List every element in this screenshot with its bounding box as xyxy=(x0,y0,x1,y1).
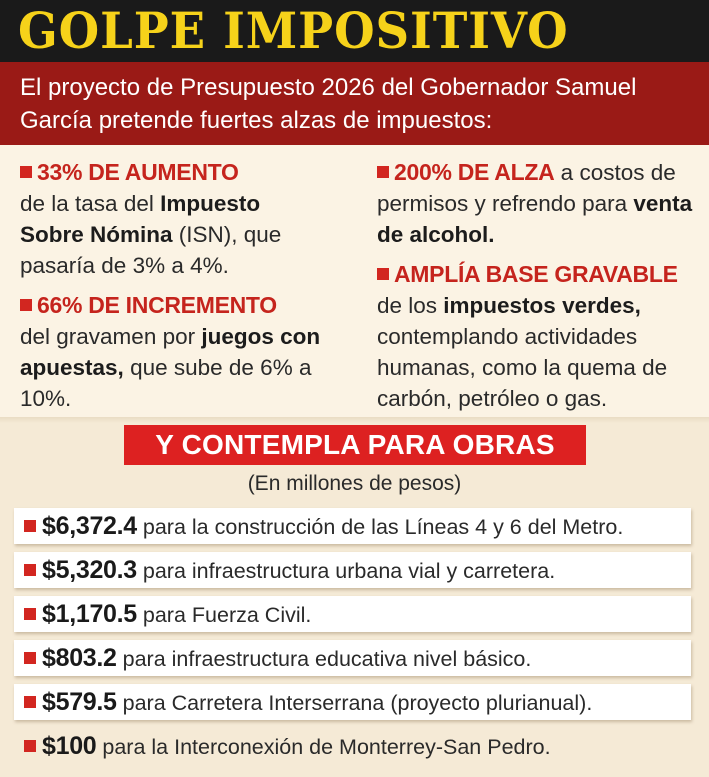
page-title: GOLPE IMPOSITIVO xyxy=(18,1,569,60)
square-bullet-icon xyxy=(20,299,32,311)
obra-text: para la construcción de las Líneas 4 y 6 del Metro. xyxy=(136,515,624,539)
obra-item xyxy=(14,640,691,676)
fact-highlight: 33% DE AUMENTO xyxy=(37,159,239,185)
obra-item xyxy=(14,596,691,632)
obra-text: para Fuerza Civil. xyxy=(136,603,312,627)
fact-bold: Impuesto Sobre Nómina xyxy=(20,191,261,247)
square-bullet-icon xyxy=(24,520,36,532)
obra-amount: $579.5 xyxy=(42,688,117,716)
obra-text: para Carretera Interserrana (proyecto plurianual). xyxy=(116,691,593,715)
fact-highlight: 66% DE INCREMENTO xyxy=(37,292,277,318)
square-bullet-icon xyxy=(24,652,36,664)
obra-amount: $1,170.5 xyxy=(42,600,137,628)
obra-item xyxy=(14,728,691,764)
fact-text: que sube de 6% a 10%. xyxy=(20,355,312,411)
fact-text: a costos de permisos y refrendo para xyxy=(377,160,676,216)
fact-text: de la tasa del xyxy=(20,191,161,216)
fact-bold: juegos con apuestas, xyxy=(20,324,321,380)
section-banner xyxy=(124,425,586,465)
obra-amount: $5,320.3 xyxy=(42,556,137,584)
obra-text: para infraestructura urbana vial y carretera. xyxy=(136,559,556,583)
obra-item xyxy=(14,552,691,588)
square-bullet-icon xyxy=(24,564,36,576)
fact-verdes xyxy=(377,259,697,414)
obra-item xyxy=(14,684,691,720)
obra-amount: $6,372.4 xyxy=(42,512,137,540)
obra-amount: $803.2 xyxy=(42,644,117,672)
fact-bold: impuestos verdes, xyxy=(443,293,641,318)
square-bullet-icon xyxy=(377,166,389,178)
fact-text: de los xyxy=(377,293,444,318)
square-bullet-icon xyxy=(24,740,36,752)
square-bullet-icon xyxy=(20,166,32,178)
section-subtitle: (En millones de pesos) xyxy=(247,472,462,495)
header-bar xyxy=(0,0,709,62)
intro-text: El proyecto de Presupuesto 2026 del Gobernador Samuel García pretende fuertes alzas de impuestos: xyxy=(20,74,637,134)
fact-bold: venta de alcohol. xyxy=(377,191,693,247)
obra-item xyxy=(14,508,691,544)
section-title: Y CONTEMPLA PARA OBRAS xyxy=(155,429,555,460)
fact-isn xyxy=(20,157,320,281)
fact-juegos xyxy=(20,290,330,414)
fact-alcohol xyxy=(377,157,697,250)
fact-text: del gravamen por xyxy=(20,324,202,349)
square-bullet-icon xyxy=(24,696,36,708)
square-bullet-icon xyxy=(24,608,36,620)
fact-text: contemplando actividades humanas, como la quema de carbón, petróleo o gas. xyxy=(377,324,668,411)
intro-banner xyxy=(0,62,709,145)
tax-facts-panel xyxy=(0,145,709,417)
obra-text: para infraestructura educativa nivel básico. xyxy=(116,647,532,671)
obra-text: para la Interconexión de Monterrey-San Pedro. xyxy=(96,735,551,759)
fact-highlight: 200% DE ALZA xyxy=(394,159,555,185)
obra-amount: $100 xyxy=(42,732,97,760)
fact-highlight: AMPLÍA BASE GRAVABLE xyxy=(394,261,678,287)
fact-text: (ISN), que pasaría de 3% a 4%. xyxy=(20,222,282,278)
square-bullet-icon xyxy=(377,268,389,280)
